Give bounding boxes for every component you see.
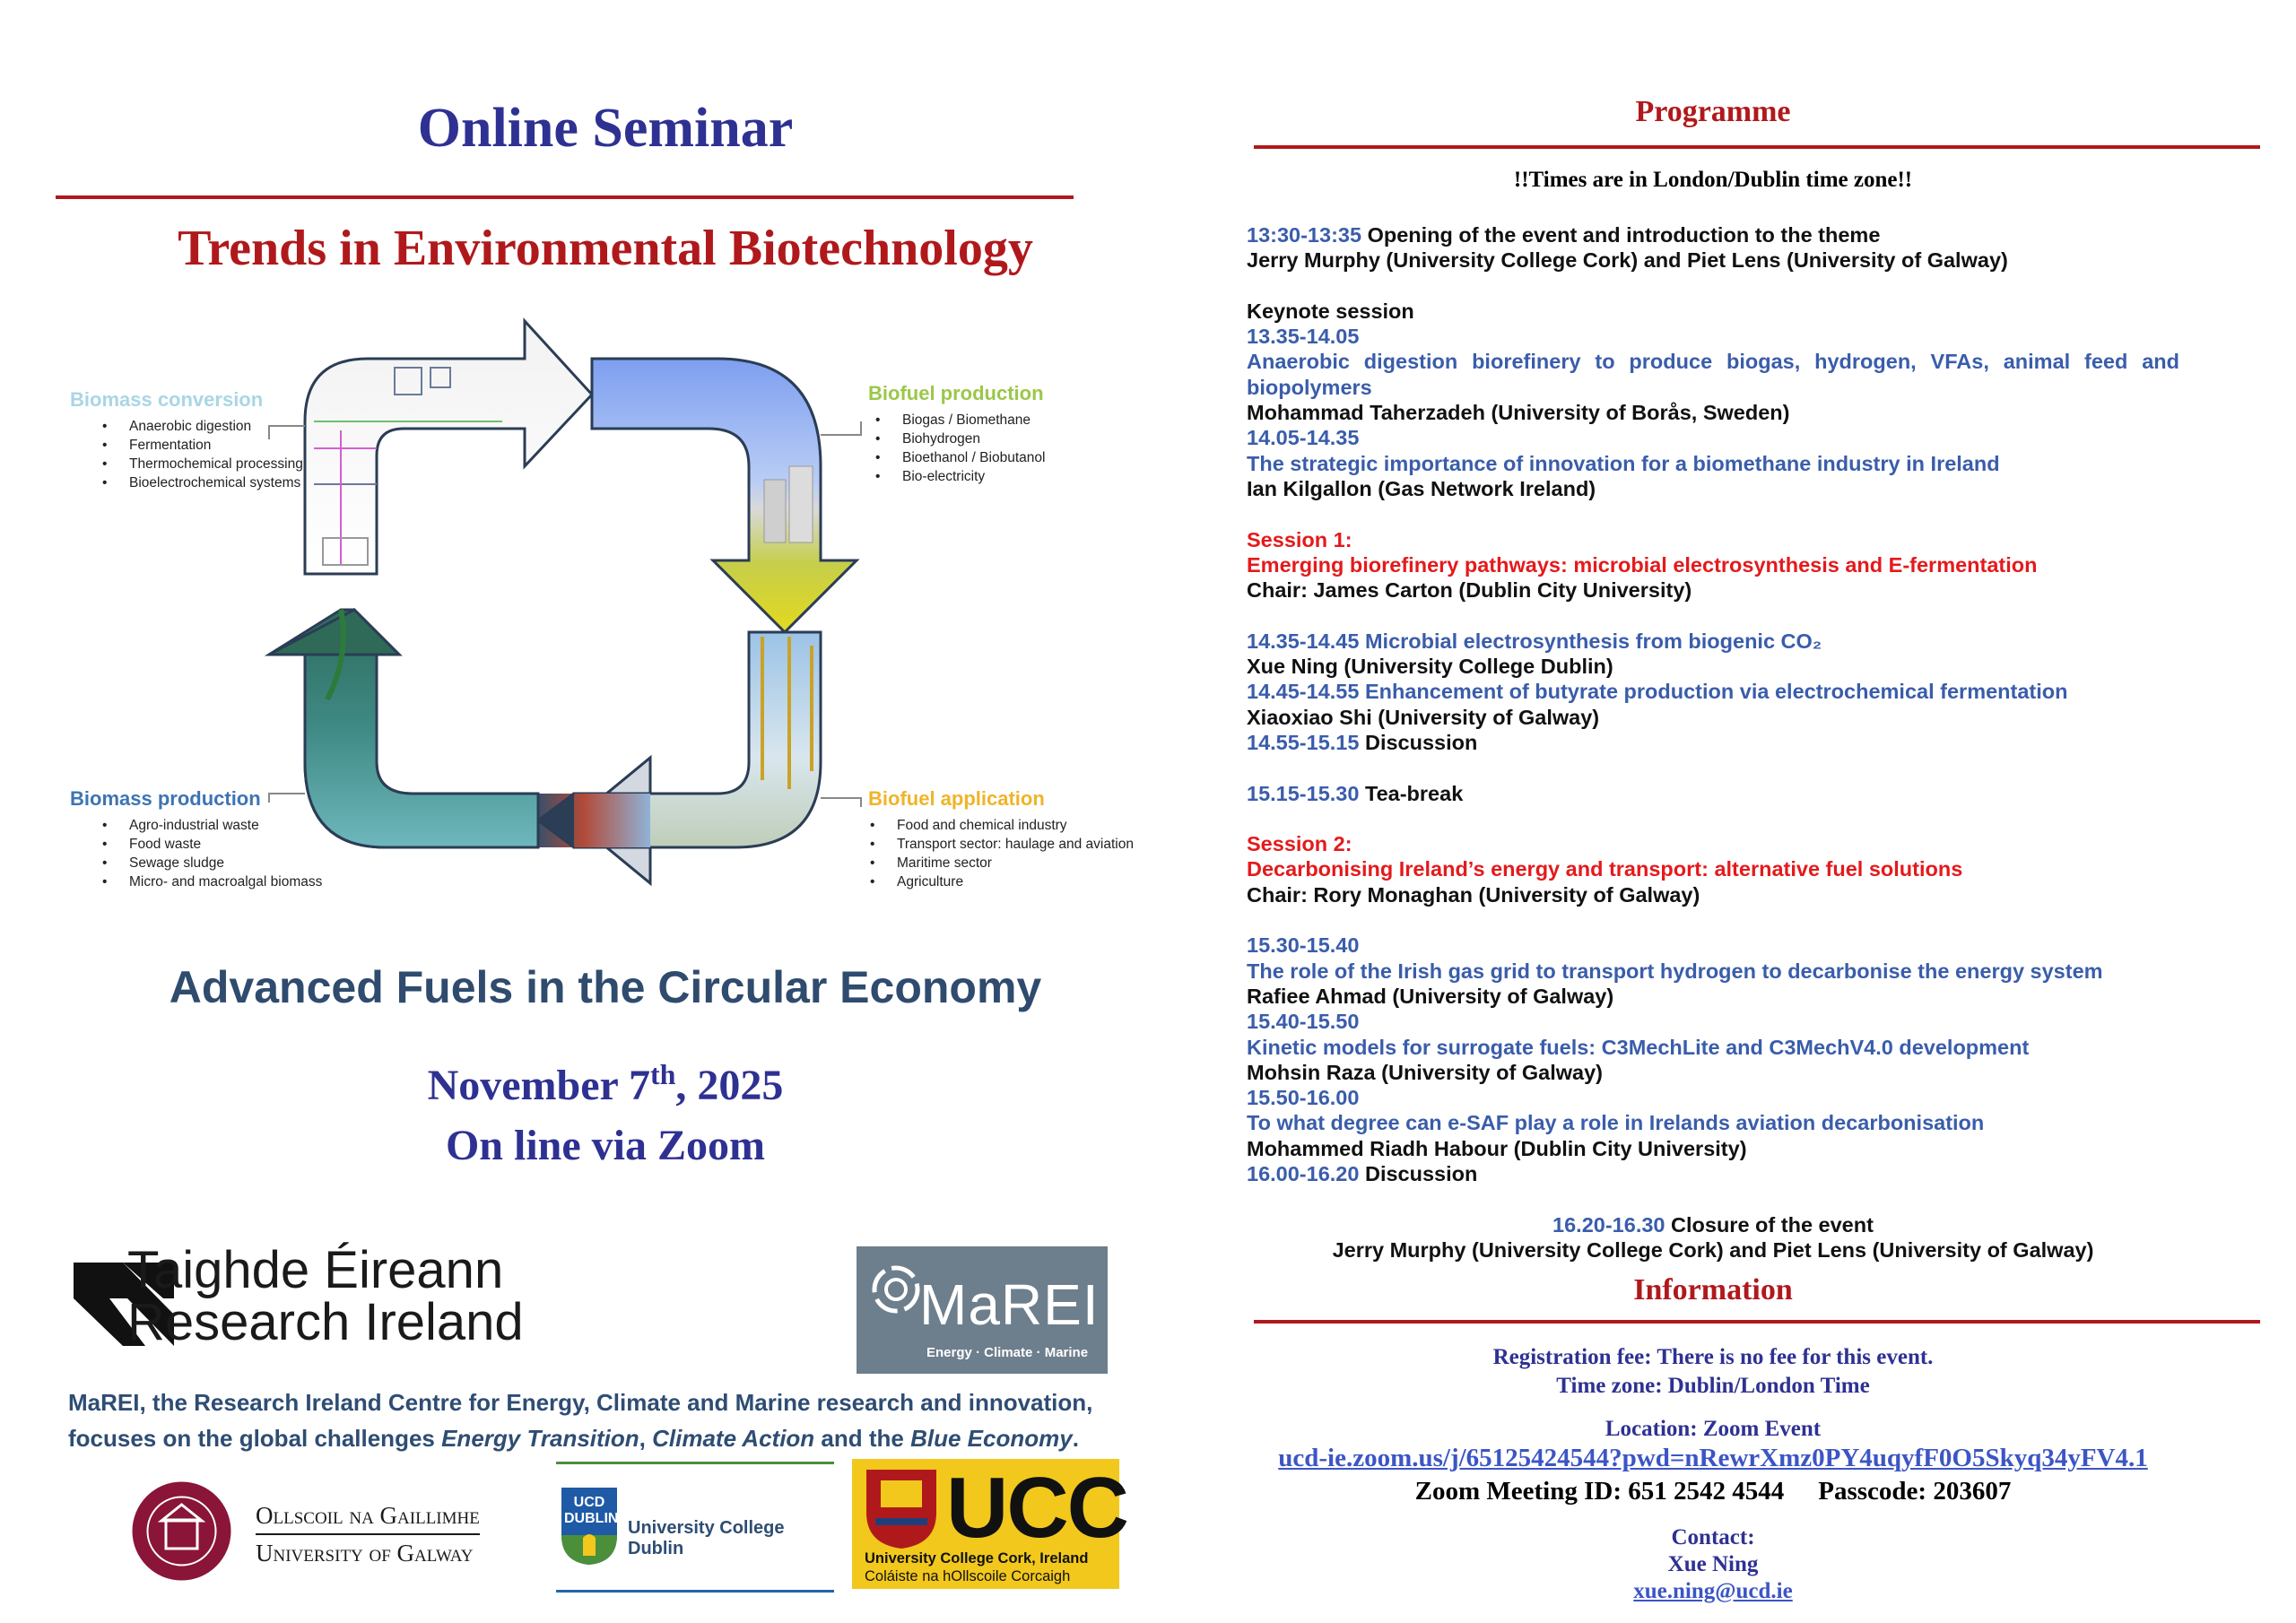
- list-item: • Sewage sludge: [102, 854, 322, 872]
- marei-tagline: Energy · Climate · Marine: [926, 1345, 1089, 1360]
- session2-talk3-time: 15.50-16.00: [1247, 1086, 1360, 1110]
- research-ireland-line1: Taighde Éireann: [127, 1241, 504, 1299]
- ucc-name-english: University College Cork, Ireland: [865, 1550, 1089, 1567]
- session2-title: Decarbonising Ireland’s energy and transport: alternative fuel solutions: [1247, 857, 1963, 881]
- list-item: • Maritime sector: [870, 854, 1134, 872]
- session2-chair: Chair: Rory Monaghan (University of Galway): [1247, 882, 1700, 907]
- session2-label: Session 2:: [1247, 832, 1352, 856]
- date-ordinal: th: [649, 1058, 676, 1090]
- session1-label: Session 1:: [1247, 527, 1352, 551]
- seminar-title: Trends in Environmental Biotechnology: [178, 221, 1033, 276]
- timezone-info: Time zone: Dublin/London Time: [1556, 1374, 1870, 1398]
- title-divider: [56, 195, 1074, 199]
- keynote-label: Keynote session: [1247, 299, 1414, 323]
- spacer: [1247, 755, 2179, 780]
- list-item: • Food waste: [102, 835, 322, 854]
- zoom-link-row: [1247, 1442, 2179, 1474]
- session2-talk3-speaker: Mohammed Riadh Habour (Dublin City University): [1247, 1136, 1747, 1160]
- list-item: • Micro- and macroalgal biomass: [102, 872, 322, 891]
- timezone-note: !!Times are in London/Dublin time zone!!: [1513, 168, 1913, 192]
- application-block: [868, 787, 1134, 891]
- spacer: [1247, 273, 2179, 299]
- zoom-link[interactable]: ucd-ie.zoom.us/j/65125424544?pwd=nRewrXmz0PY4uqyfF0O5Skyq34yFV4.1: [1278, 1444, 2148, 1472]
- ucc-crest-icon: [865, 1468, 938, 1550]
- discussion-label: Discussion: [1359, 1161, 1478, 1185]
- biomass-list: [102, 816, 322, 891]
- information-divider: [1254, 1320, 2260, 1324]
- discussion-time: 16.00-16.20: [1247, 1161, 1360, 1185]
- marei-description: [68, 1384, 1126, 1456]
- desc-emphasis: Energy Transition: [441, 1425, 639, 1452]
- marei-logo: [857, 1246, 1108, 1374]
- list-item: • Agro-industrial waste: [102, 816, 322, 835]
- session1-talk2-speaker: Xiaoxiao Shi (University of Galway): [1247, 705, 1600, 729]
- closure-line: [1247, 1212, 2179, 1237]
- opening-line: [1247, 222, 2179, 247]
- session2-talk1-speaker: Rafiee Ahmad (University of Galway): [1247, 984, 1614, 1008]
- spacer: [1247, 501, 2179, 526]
- contact-name: Xue Ning: [1667, 1552, 1759, 1576]
- seminar-subtitle: Advanced Fuels in the Circular Economy: [169, 962, 1042, 1012]
- session1-talk1: 14.35-14.45 Microbial electrosynthesis from biogenic CO₂: [1247, 629, 1822, 653]
- session2-talk2-time: 15.40-15.50: [1247, 1010, 1360, 1034]
- list-item: • Thermochemical processing: [102, 455, 303, 473]
- break-label: Tea-break: [1359, 781, 1464, 805]
- contact-label: Contact:: [1671, 1525, 1755, 1549]
- research-ireland-wordmark: [127, 1241, 524, 1351]
- list-item: • Biohydrogen: [875, 430, 1045, 448]
- registration-fee: Registration fee: There is no fee for this event.: [1492, 1345, 1934, 1369]
- desc-text: focuses on the global challenges: [68, 1425, 442, 1452]
- list-item: • Anaerobic digestion: [102, 417, 303, 436]
- session2-talk2-title: Kinetic models for surrogate fuels: C3MechLite and C3MechV4.0 development: [1247, 1035, 2030, 1059]
- closure-block: [1247, 1212, 2179, 1263]
- conversion-list: [102, 417, 303, 492]
- galway-irish-name: Ollscoil na Gaillimhe: [256, 1497, 480, 1535]
- keynote-talk1-speaker: Mohammad Taherzadeh (University of Borås, Sweden): [1247, 401, 1790, 425]
- ucc-wordmark: UCC: [946, 1460, 1127, 1556]
- tea-break: [1247, 781, 2179, 806]
- session2-talk1-time: 15.30-15.40: [1247, 933, 1360, 958]
- seminar-label: Online Seminar: [417, 98, 794, 159]
- session1-chair: Chair: James Carton (Dublin City University): [1247, 578, 1692, 603]
- desc-emphasis: Climate Action: [652, 1425, 815, 1452]
- meeting-passcode: Passcode: 203607: [1818, 1477, 2012, 1506]
- contact-email-row: [1247, 1578, 2179, 1605]
- keynote-talk1-time: 13.35-14.05: [1247, 325, 1360, 349]
- ucd-logo: [556, 1462, 834, 1593]
- connector-line: [821, 798, 861, 807]
- session2-talk3-title: To what degree can e-SAF play a role in Irelands aviation decarbonisation: [1247, 1111, 1985, 1135]
- break-time: 15.15-15.30: [1247, 781, 1360, 805]
- closure-speakers: Jerry Murphy (University College Cork) and Piet Lens (University of Galway): [1332, 1238, 2094, 1263]
- list-item: • Agriculture: [870, 872, 1134, 891]
- application-list: [870, 816, 1134, 891]
- marei-description-line1: MaREI, the Research Ireland Centre for Energy, Climate and Marine research and innovation,: [68, 1389, 1093, 1416]
- opening-speakers: Jerry Murphy (University College Cork) and Piet Lens (University of Galway): [1247, 248, 2008, 273]
- list-item: • Bioelectrochemical systems: [102, 473, 303, 492]
- production-list: [875, 411, 1045, 486]
- session2-discussion: [1247, 1161, 2179, 1186]
- desc-text: .: [1072, 1425, 1079, 1452]
- desc-text: and the: [814, 1425, 911, 1452]
- session2-talk2-speaker: Mohsin Raza (University of Galway): [1247, 1060, 1603, 1084]
- contact-email[interactable]: xue.ning@ucd.ie: [1633, 1579, 1793, 1603]
- session1-talk1-speaker: Xue Ning (University College Dublin): [1247, 655, 1613, 679]
- ucd-name: University College Dublin: [628, 1518, 785, 1558]
- marei-ring-icon: [869, 1263, 923, 1316]
- keynote-talk2-speaker: Ian Kilgallon (Gas Network Ireland): [1247, 476, 1596, 500]
- connector-line: [821, 421, 861, 435]
- date-year: , 2025: [675, 1062, 784, 1109]
- ucc-logo: [852, 1459, 1127, 1589]
- date-day: November 7: [427, 1062, 650, 1109]
- galway-english-name: University of Galway: [256, 1540, 474, 1567]
- information-title: Information: [1633, 1273, 1793, 1306]
- session1-title: Emerging biorefinery pathways: microbial electrosynthesis and E-fermentation: [1247, 552, 2038, 577]
- production-block: [868, 382, 1045, 486]
- closure-time: 16.20-16.30: [1552, 1213, 1665, 1237]
- keynote-talk2-title: The strategic importance of innovation for a biomethane industry in Ireland: [1247, 451, 2000, 475]
- list-item: • Biogas / Biomethane: [875, 411, 1045, 430]
- desc-text: ,: [639, 1425, 653, 1452]
- programme-schedule: [1247, 222, 2179, 1186]
- production-arrow: [592, 359, 857, 632]
- discussion-time: 14.55-15.15: [1247, 730, 1360, 754]
- opening-title: Opening of the event and introduction to the theme: [1361, 223, 1881, 247]
- closure-title: Closure of the event: [1665, 1213, 1874, 1237]
- ucd-badge-text: UCD DUBLIN: [564, 1495, 619, 1526]
- event-venue: On line via Zoom: [445, 1122, 766, 1169]
- meeting-details: [1247, 1475, 2179, 1507]
- conversion-title: Biomass conversion: [70, 388, 264, 411]
- list-item: • Food and chemical industry: [870, 816, 1134, 835]
- galway-wordmark: [256, 1497, 480, 1571]
- session2-talk1-title: The role of the Irish gas grid to transport hydrogen to decarbonise the energy system: [1247, 959, 2103, 983]
- research-ireland-line2: Research Ireland: [127, 1293, 524, 1351]
- application-title: Biofuel application: [868, 787, 1045, 810]
- desc-emphasis: Blue Economy: [910, 1425, 1073, 1452]
- galway-seal-icon: [130, 1480, 233, 1583]
- list-item: • Transport sector: haulage and aviation: [870, 835, 1134, 854]
- spacer: [1247, 806, 2179, 831]
- marei-description-line2: [68, 1420, 1126, 1456]
- ucc-name-irish: Coláiste na hOllscoile Corcaigh: [865, 1568, 1071, 1584]
- event-date: [54, 1058, 1157, 1110]
- keynote-talk2-time: 14.05-14.35: [1247, 426, 1360, 450]
- list-item: • Bioethanol / Biobutanol: [875, 448, 1045, 467]
- conversion-block: [70, 388, 303, 492]
- opening-time: 13:30-13:35: [1247, 223, 1362, 247]
- location-info: Location: Zoom Event: [1605, 1417, 1822, 1441]
- meeting-id: Zoom Meeting ID: 651 2542 4544: [1414, 1477, 1785, 1506]
- biomass-block: [70, 787, 322, 891]
- marei-wordmark: MaREI: [919, 1272, 1100, 1337]
- production-title: Biofuel production: [868, 382, 1044, 404]
- session1-discussion: [1247, 730, 2179, 755]
- discussion-label: Discussion: [1359, 730, 1478, 754]
- keynote-talk1-title: Anaerobic digestion biorefinery to produce biogas, hydrogen, VFAs, animal feed and biopolymers: [1247, 350, 2179, 399]
- spacer: [1247, 603, 2179, 628]
- list-item: • Bio-electricity: [875, 467, 1045, 486]
- biomass-title: Biomass production: [70, 787, 261, 810]
- programme-title: Programme: [1635, 95, 1791, 128]
- programme-divider: [1254, 145, 2260, 149]
- list-item: • Fermentation: [102, 436, 303, 455]
- spacer: [1247, 907, 2179, 933]
- session1-talk2: 14.45-14.55 Enhancement of butyrate production via electrochemical fermentation: [1247, 680, 2068, 704]
